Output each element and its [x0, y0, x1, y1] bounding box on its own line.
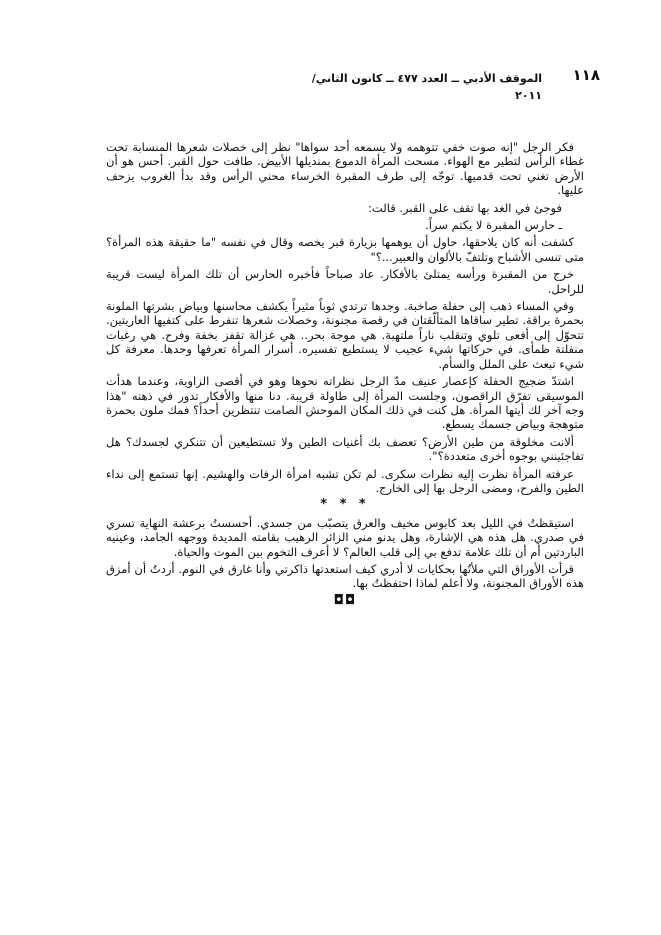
paragraph: قرأت الأوراق التي ملأتُها بحكايات لا أدري كيف استعدتها ذاكرتي وأنا غارق في النوم. أردتُ أن أمزق هذه الأوراق المجنونة، ولا أعلم لماذا احتفظتُ بها. [106, 561, 584, 591]
paragraph: خرج من المقبرة ورأسه يمتلئ بالأفكار. عاد صباحاً فأخبره الحارس أن تلك المرأة ليست قريبة للراحل. [106, 267, 584, 296]
dialogue-line: ـ حارس المقبرة لا يكتم سراً. [425, 218, 562, 233]
end-of-article-mark: ◘◘ [333, 592, 357, 608]
page-number: ١١٨ [572, 66, 600, 84]
paragraph: فوجئ في الغد بها تقف على القبر. قالت: [368, 200, 562, 215]
paragraph: وفي المساء ذهب إلى حفلة صاخبة. وجدها ترتدي ثوباً مثيراً يكشف محاسنها وبياض بشرتها الملونة بحمرة براقة. تطير ساقاها المتألّقتان في رقصة مجنونة، وخصلات شعرها تنفرط على كتفيها العاريتين. تتحوّل إلى أفعى تلوي وتنقلب ناراً ملتهبة. هي موجة بحر.. هي غزالة تقفز بخفة وفرح. هي رغبات منفلتة ظمأى. في حركاتها شيء عجيب لا يستطيع تفسيره. أسرار المرأة تعرفها وحدها. معرفة كل شيء تبعث على الملل والسأم. [106, 299, 584, 371]
paragraph: استيقظتُ في الليل بعد كابوس مخيف والعرق يتصبّب من جسدي. أحسستُ برعشة النهاية تسري في صدري. هل هذه هي الإشارة، وهل يدنو مني الزائر الرهيب بقامته المديدة ووجهه الجامد، وعينيه الباردتين أم أن تلك علامة تدفع بي إلى قلب العالم؟ لا أعرف التخوم بين الموت والحياة. [106, 515, 584, 559]
paragraph: فكر الرجل "إنه صوت خفي تتوهمه ولا يسمعه أحد سواها" نظر إلى خصلات شعرها المنسابة تحت غطاء الرأس لتطير مع الهواء. مسحت المرأة الدموع بمنديلها الأبيض. طافت حول القبر. أحس هو أن الأرض تغني تحت قدميها. توجّه إلى طرف المقبرة الخرساء محني الرأس وقد بدأ الغروب يزحف عليها. [106, 140, 584, 198]
section-separator: * * * [320, 497, 370, 513]
running-head [282, 70, 542, 104]
running-head-line-2: ٢٠١١ [515, 89, 542, 102]
paragraph: ألانت مخلوقة من طين الأرض؟ تعصف بك أغنيات الطين ولا تستطيعين أن تتنكري لجسدك؟ هل تفاجئينني بوجوه أخرى متعددة؟". [106, 434, 584, 464]
paragraph: اشتدّ ضجيج الحفلة كإعصار عنيف مدّ الرجل نظراته نحوها وهو في أقصى الزاوية، وعندما هدأت الموسيقى تفرّق الراقصون، وجلست المرأة إلى طاولة قريبة. دنا منها والأفكار تدور في ذهنه "هذا وجه آخر لك أيتها المرأة. هل كنت في ذلك المكان الموحش الصامت تنتظرين أحداً؟ فمك ملون بحمرة متوهجة وبياض جسمك يسطع. [106, 374, 584, 432]
running-head-line-1: الموقف الأدبي ــ العدد ٤٧٧ ــ كانون الثاني/ [311, 72, 542, 85]
article-body [106, 140, 584, 611]
paragraph: عرفته المرأة نظرت إليه نظرات سكرى. لم تكن تشبه امرأة الرفات والهشيم. إنها تستمع إلى نداء الطين والفرح، ومضى الرجل بها إلى الخارج. [106, 466, 584, 495]
paragraph: كشفت أنه كان يلاحقها، حاول أن يوهمها بزيارة قبر يخصه وقال في نفسه "ما حقيقة هذه المرأة؟ متى تنسى الأشباح وتلتفّ بالألوان والعبير...؟" [106, 235, 584, 264]
